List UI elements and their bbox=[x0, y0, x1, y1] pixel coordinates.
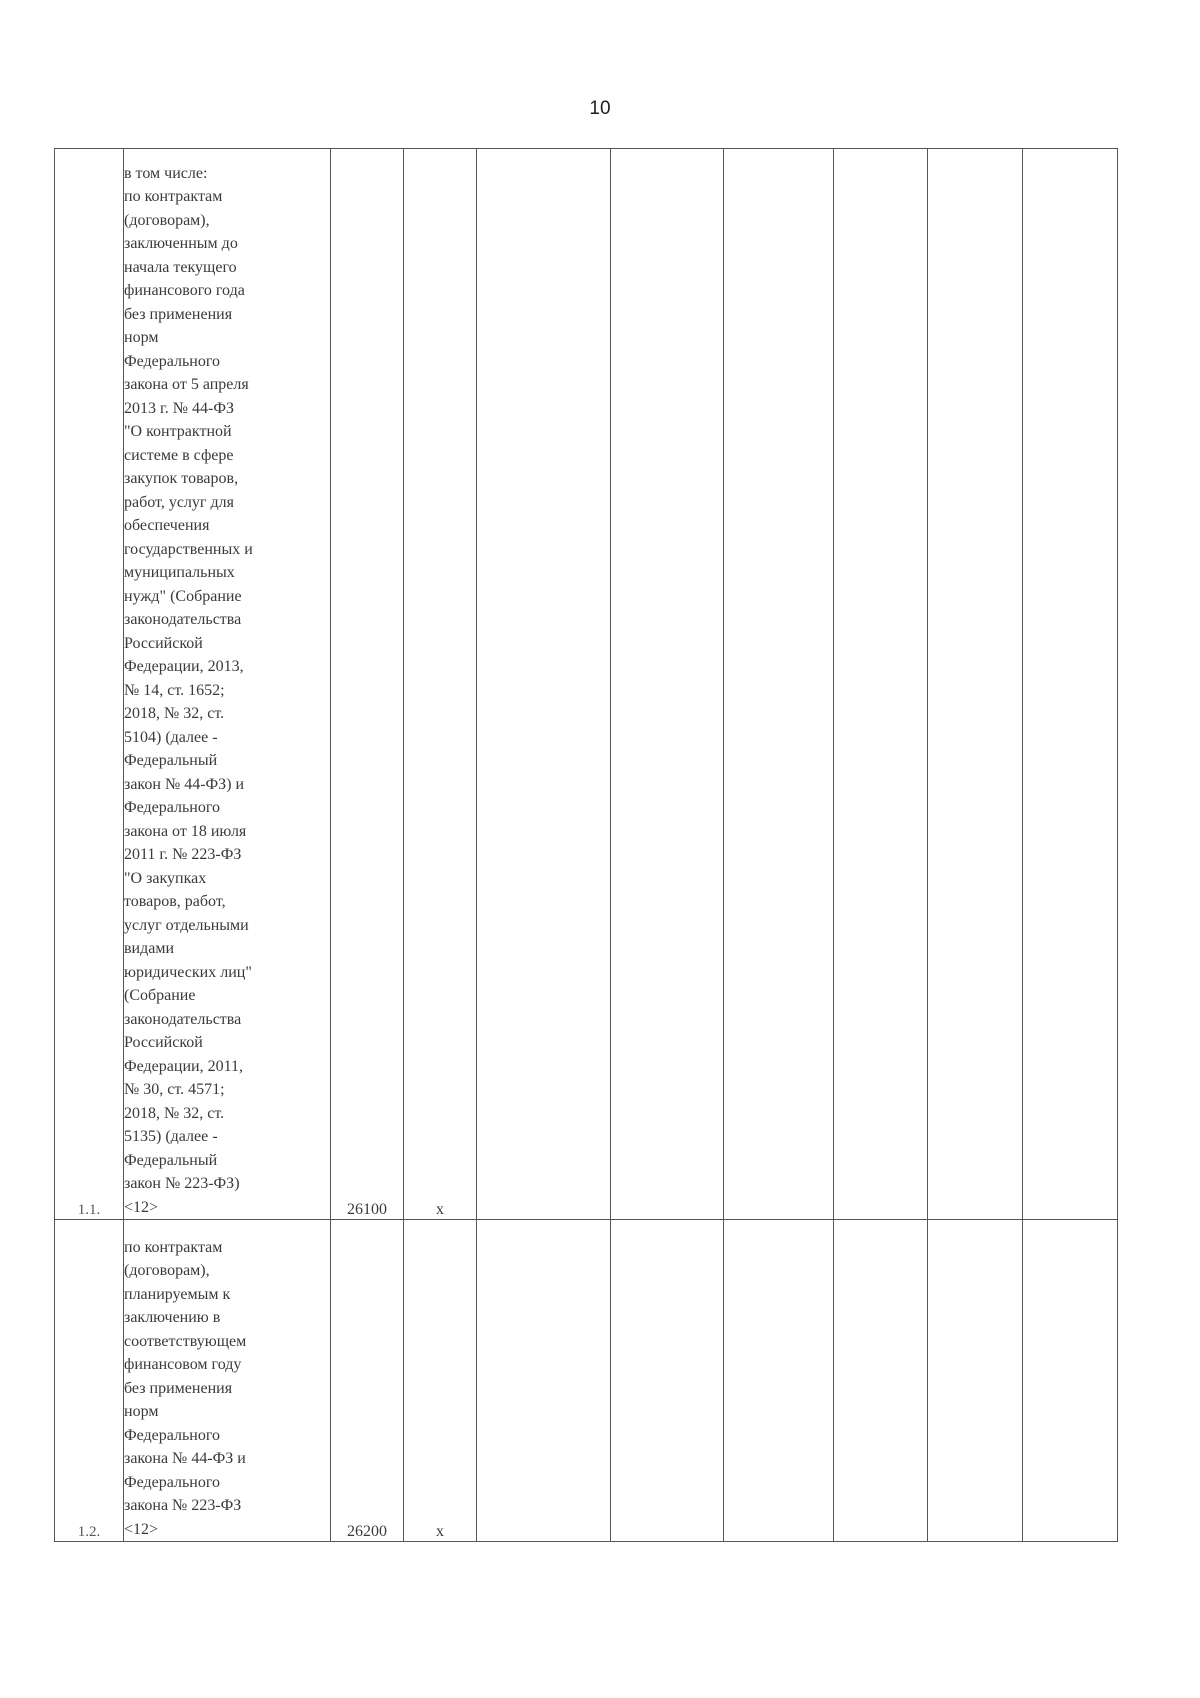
empty-cell bbox=[611, 149, 724, 1220]
table-row bbox=[55, 149, 1118, 1220]
row-code: 26200 bbox=[331, 1220, 404, 1542]
empty-cell bbox=[928, 1220, 1023, 1542]
empty-cell bbox=[724, 149, 834, 1220]
row-number: 1.2. bbox=[55, 1220, 124, 1542]
empty-cell bbox=[1023, 1220, 1118, 1542]
row-description-text: по контрактам (договорам), планируемым к заключению в соответствующем финансовом году без применения норм Федерального закона № 44-ФЗ и Федерального закона № 223-ФЗ <12> bbox=[124, 1238, 247, 1538]
table-row bbox=[55, 1220, 1118, 1542]
empty-cell bbox=[477, 149, 611, 1220]
empty-cell bbox=[611, 1220, 724, 1542]
empty-cell bbox=[1023, 149, 1118, 1220]
page-number: 10 bbox=[589, 98, 611, 119]
row-x-mark: x bbox=[404, 149, 477, 1220]
row-description-text: в том числе: по контрактам (договорам), заключенным до начала текущего финансового года без применения норм Федерального закона от 5 апреля 2013 г. № 44-ФЗ "О контрактной системе в сфере закупок товаров, работ, услуг для обеспечения государственных и муниципальных нужд" (Собрание законодательства Российской Федерации, 2013, № 14, ст. 1652; 2018, № 32, ст. 5104) (далее - Федеральный закон № 44-ФЗ) и Федерального закона от 18 июля 2011 г. № 223-ФЗ "О закупках товаров, работ, услуг отдельными видами юридических лиц" (Собрание законодательства Российской Федерации, 2011, № 30, ст. 4571; 2018, № 32, ст. 5135) (далее - Федеральный закон № 223-ФЗ) <12> bbox=[124, 164, 253, 1216]
row-description bbox=[124, 149, 331, 1220]
empty-cell bbox=[928, 149, 1023, 1220]
empty-cell bbox=[477, 1220, 611, 1542]
empty-cell bbox=[834, 149, 928, 1220]
row-description bbox=[124, 1220, 331, 1542]
row-x-mark: x bbox=[404, 1220, 477, 1542]
empty-cell bbox=[724, 1220, 834, 1542]
empty-cell bbox=[834, 1220, 928, 1542]
row-number: 1.1. bbox=[55, 149, 124, 1220]
report-table bbox=[54, 148, 1118, 1542]
row-code: 26100 bbox=[331, 149, 404, 1220]
